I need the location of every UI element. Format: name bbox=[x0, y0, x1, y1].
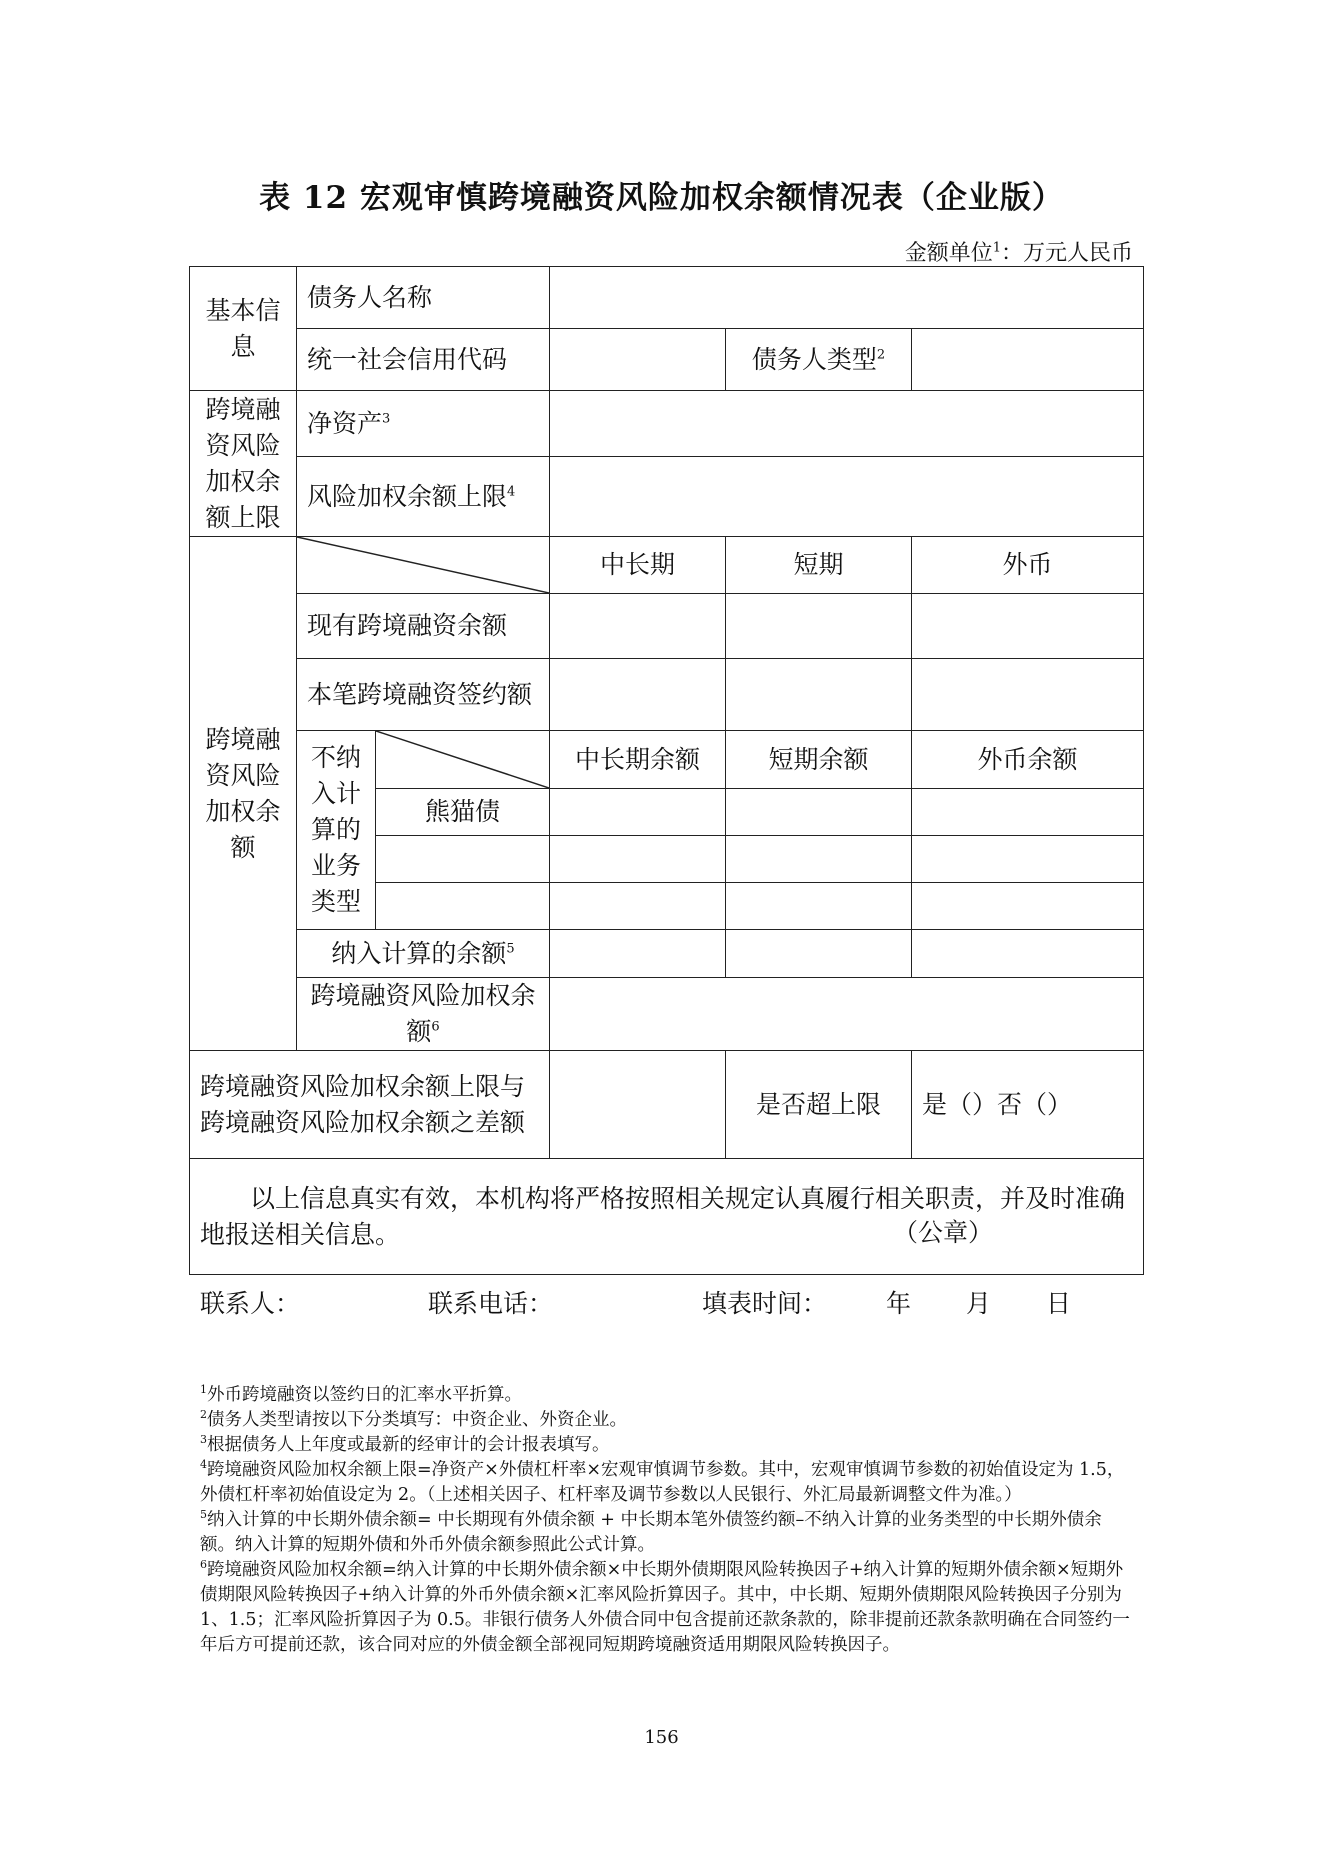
declaration-cell bbox=[190, 1159, 1144, 1275]
year-label: 年 bbox=[886, 1289, 912, 1318]
excluded-type-field[interactable] bbox=[376, 836, 550, 883]
debtor-type-field[interactable] bbox=[912, 329, 1144, 391]
diagonal-header-cell bbox=[297, 537, 550, 594]
col-short: 短期 bbox=[726, 537, 912, 594]
weighted-balance-label: 跨境融资风险加权余额$^6$ bbox=[297, 978, 550, 1051]
exceed-limit-label: 是否超上限 bbox=[726, 1051, 912, 1159]
panda-mid-long-field[interactable] bbox=[550, 789, 726, 836]
col-short-balance: 短期余额 bbox=[726, 731, 912, 789]
col-mid-long: 中长期 bbox=[550, 537, 726, 594]
excluded-short-field[interactable] bbox=[726, 836, 912, 883]
footnotes bbox=[200, 1383, 1135, 1658]
credit-code-label: 统一社会信用代码 bbox=[297, 329, 550, 391]
credit-code-field[interactable] bbox=[550, 329, 726, 391]
existing-balance-label: 现有跨境融资余额 bbox=[297, 594, 550, 659]
existing-mid-long-field[interactable] bbox=[550, 594, 726, 659]
footnote: $^3$根据债务人上年度或最新的经审计的会计报表填写。 bbox=[200, 1433, 610, 1455]
included-foreign-field[interactable] bbox=[912, 930, 1144, 978]
footnote: $^1$外币跨境融资以签约日的汇率水平折算。 bbox=[200, 1383, 522, 1405]
included-mid-long-field[interactable] bbox=[550, 930, 726, 978]
debtor-name-field[interactable] bbox=[550, 267, 1144, 329]
difference-label: 跨境融资风险加权余额上限与跨境融资风险加权余额之差额 bbox=[190, 1051, 550, 1159]
footnote: $^4$跨境融资风险加权余额上限=净资产×外债杠杆率×宏观审慎调节参数。其中，宏观审慎调节参数的初始值设定为 1.5，外债杠杆率初始值设定为 2。（上述相关因子、杠杆率及调节参数以人民银行、外汇局最新调整文件为准。） bbox=[200, 1458, 1125, 1505]
weighted-balance-field[interactable] bbox=[550, 978, 1144, 1051]
excluded-mid-long-field[interactable] bbox=[550, 883, 726, 930]
declaration-text: 以上信息真实有效，本机构将严格按照相关规定认真履行相关职责，并及时准确地报送相关信息。 bbox=[200, 1183, 1126, 1249]
excluded-short-field[interactable] bbox=[726, 883, 912, 930]
basic-info-section: 基本信息 bbox=[190, 267, 297, 391]
diagonal-line bbox=[297, 537, 549, 593]
excluded-foreign-field[interactable] bbox=[912, 836, 1144, 883]
col-foreign-balance: 外币余额 bbox=[912, 731, 1144, 789]
signing-mid-long-field[interactable] bbox=[550, 659, 726, 731]
debtor-name-label: 债务人名称 bbox=[297, 267, 550, 329]
debtor-type-label: 债务人类型$^2$ bbox=[726, 329, 912, 391]
col-mid-long-balance: 中长期余额 bbox=[550, 731, 726, 789]
balance-section: 跨境融资风险加权余额 bbox=[190, 537, 297, 1051]
existing-short-field[interactable] bbox=[726, 594, 912, 659]
col-foreign: 外币 bbox=[912, 537, 1144, 594]
footnote: $^5$纳入计算的中长期外债余额= 中长期现有外债余额 + 中长期本笔外债签约额–不纳入计算的业务类型的中长期外债余额。纳入计算的短期外债和外币外债余额参照此公式计算。 bbox=[200, 1508, 1102, 1555]
excluded-mid-long-field[interactable] bbox=[550, 836, 726, 883]
net-assets-field[interactable] bbox=[550, 391, 1144, 457]
difference-field[interactable] bbox=[550, 1051, 726, 1159]
amount-unit: 金额单位$^1$：万元人民币 bbox=[904, 240, 1133, 266]
signing-short-field[interactable] bbox=[726, 659, 912, 731]
included-short-field[interactable] bbox=[726, 930, 912, 978]
signing-foreign-field[interactable] bbox=[912, 659, 1144, 731]
fill-time-label: 填表时间： bbox=[702, 1289, 828, 1318]
signing-amount-label: 本笔跨境融资签约额 bbox=[297, 659, 550, 731]
page-title: 表 12 宏观审慎跨境融资风险加权余额情况表（企业版） bbox=[259, 180, 1064, 216]
limit-label: 风险加权余额上限$^4$ bbox=[297, 457, 550, 537]
diagonal-line bbox=[376, 731, 549, 788]
excluded-foreign-field[interactable] bbox=[912, 883, 1144, 930]
month-label: 月 bbox=[966, 1289, 992, 1318]
panda-bond-label: 熊猫债 bbox=[376, 789, 550, 836]
excluded-type-field[interactable] bbox=[376, 883, 550, 930]
contact-phone-label: 联系电话： bbox=[428, 1289, 554, 1318]
page-number: 156 bbox=[644, 1727, 679, 1748]
included-balance-label: 纳入计算的余额$^5$ bbox=[297, 930, 550, 978]
day-label: 日 bbox=[1046, 1289, 1072, 1318]
panda-short-field[interactable] bbox=[726, 789, 912, 836]
existing-foreign-field[interactable] bbox=[912, 594, 1144, 659]
limit-section: 跨境融资风险加权余额上限 bbox=[190, 391, 297, 537]
net-assets-label: 净资产$^3$ bbox=[297, 391, 550, 457]
limit-field[interactable] bbox=[550, 457, 1144, 537]
diagonal-sub-header-cell bbox=[376, 731, 550, 789]
risk-weighted-balance-form bbox=[189, 266, 1144, 1275]
excluded-business-types: 不纳入计算的业务类型 bbox=[297, 731, 376, 930]
footnote: $^6$跨境融资风险加权余额=纳入计算的中长期外债余额×中长期外债期限风险转换因子+纳入计算的短期外债余额×短期外债期限风险转换因子+纳入计算的外币外债余额×汇率风险折算因子。其中，中长期、短期外债期限风险转换因子分别为 1、1.5；汇率风险折算因子为 0.5。非银行债务人外债合同中包含提前还款条款的，除非提前还款条款明确在合同签约一年后方可提前还款，该合同对应的外债金额全部视同短期跨境融资适用期限风险转换因子。 bbox=[200, 1558, 1130, 1655]
footnote: $^2$债务人类型请按以下分类填写：中资企业、外资企业。 bbox=[200, 1408, 627, 1430]
exceed-limit-choice[interactable]: 是（）否（） bbox=[912, 1051, 1144, 1159]
panda-foreign-field[interactable] bbox=[912, 789, 1144, 836]
contact-person-label: 联系人： bbox=[200, 1289, 301, 1318]
official-seal-label: （公章） bbox=[893, 1217, 994, 1247]
